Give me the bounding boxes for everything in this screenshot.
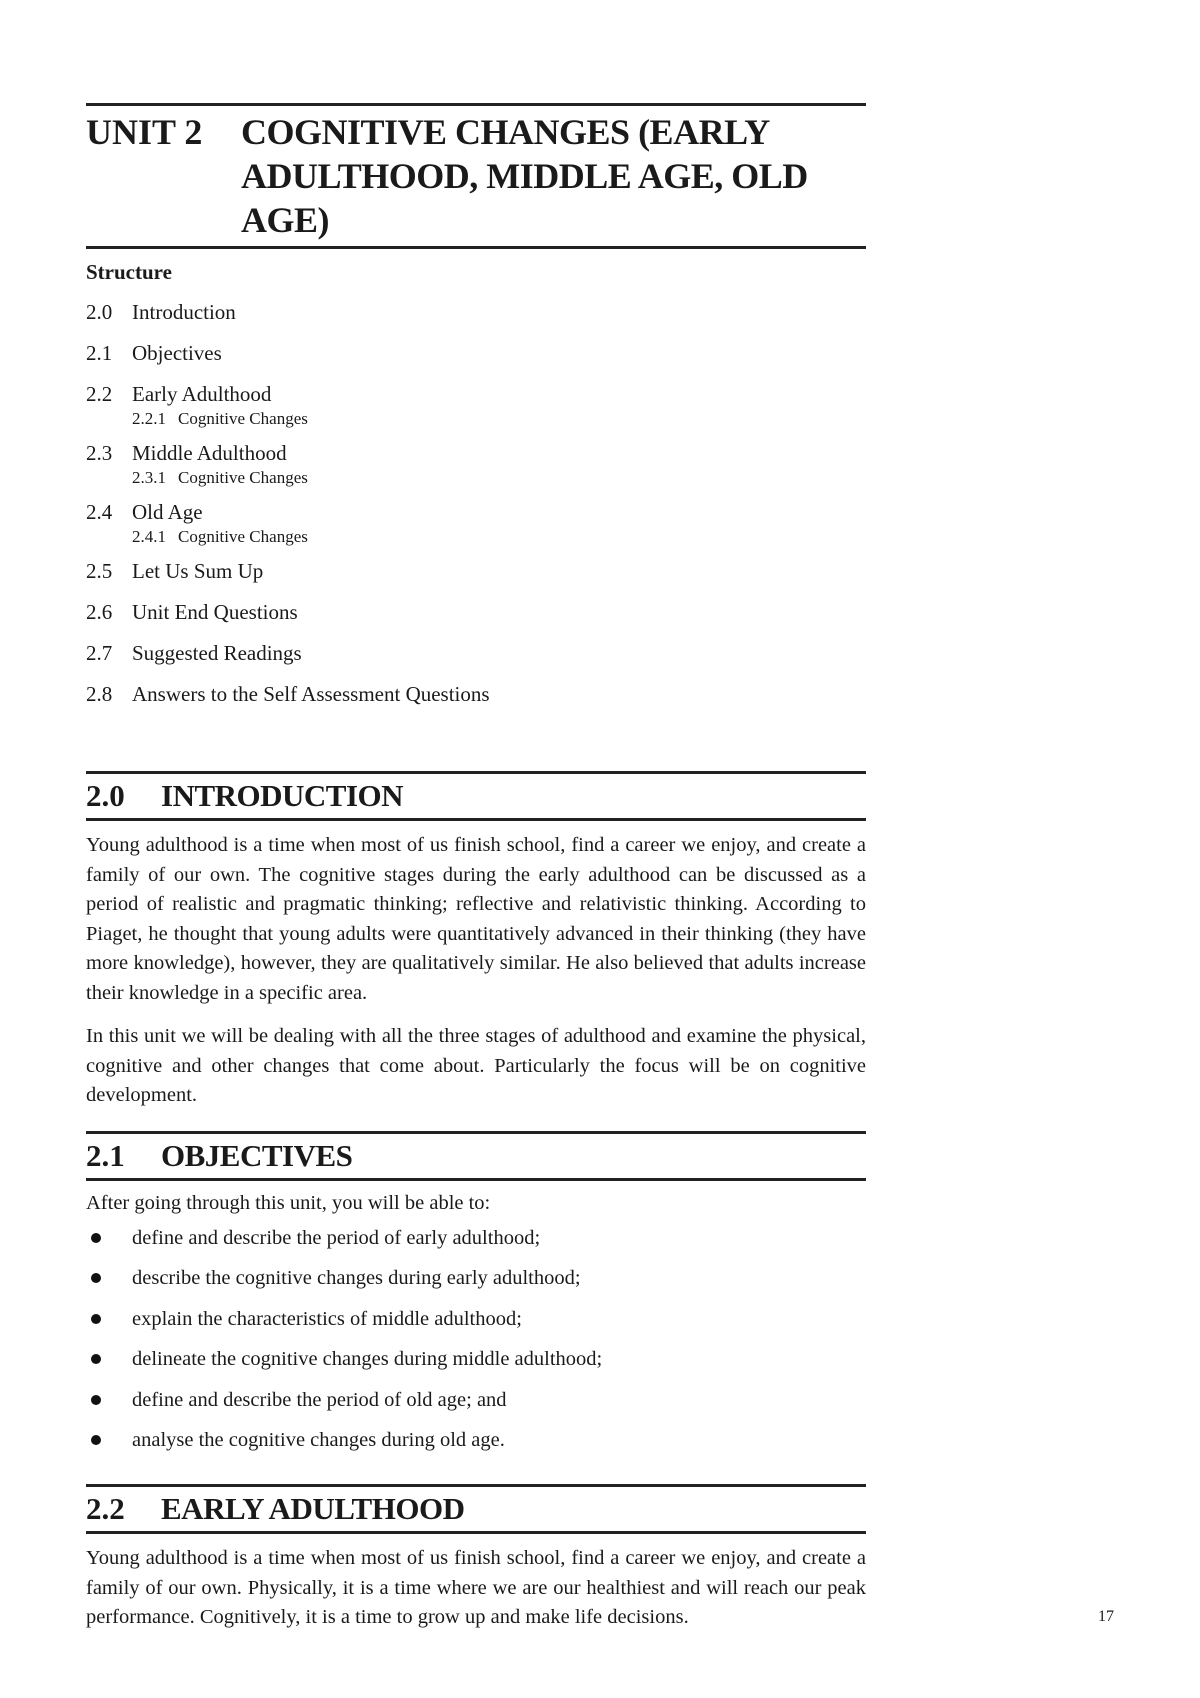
- toc-label: Early Adulthood: [132, 382, 272, 406]
- list-item: [86, 1225, 866, 1251]
- list-item: [86, 1306, 866, 1332]
- toc-label: Old Age: [132, 500, 203, 524]
- body-paragraph: In this unit we will be dealing with all the three stages of adulthood and examine the physical, cognitive and other changes that come about. Particularly the focus will be on cognitive development.: [86, 1025, 866, 1106]
- section-heading: [86, 771, 866, 821]
- section-heading: [86, 1131, 866, 1181]
- toc-number: 2.8: [86, 682, 113, 706]
- toc-label: Suggested Readings: [132, 641, 302, 665]
- toc-number: 2.4: [86, 500, 113, 524]
- toc-label: Introduction: [132, 300, 236, 324]
- toc-label: Unit End Questions: [132, 600, 298, 624]
- toc-label: Objectives: [132, 341, 222, 365]
- unit-title-line: AGE): [241, 200, 329, 240]
- toc-number: 2.0: [86, 300, 113, 324]
- structure-heading: Structure: [86, 260, 172, 284]
- list-item: [86, 1387, 866, 1413]
- list-item-text: define and describe the period of old age; and: [132, 1388, 507, 1411]
- toc-sublabel: Cognitive Changes: [178, 468, 308, 487]
- toc-item: [86, 440, 866, 466]
- section-objectives: [86, 1131, 866, 1468]
- bullet-icon: [86, 1225, 132, 1251]
- list-item: [86, 1427, 866, 1453]
- structure-toc: [86, 260, 866, 722]
- section-heading: [86, 1484, 866, 1534]
- bullet-icon: [86, 1387, 132, 1413]
- section-title: EARLY ADULTHOOD: [161, 1491, 465, 1526]
- toc-item: [86, 340, 866, 366]
- toc-label: Let Us Sum Up: [132, 559, 264, 583]
- toc-item: [86, 299, 866, 325]
- list-item-text: describe the cognitive changes during early adulthood;: [132, 1267, 581, 1289]
- toc-number: 2.5: [86, 559, 113, 583]
- toc-item: [86, 499, 866, 525]
- objectives-list: [86, 1225, 866, 1454]
- toc-sublabel: Cognitive Changes: [178, 527, 308, 546]
- toc-label: Answers to the Self Assessment Questions: [132, 682, 490, 706]
- toc-number: 2.2: [86, 382, 113, 406]
- unit-label: UNIT 2: [86, 112, 203, 152]
- toc-label: Middle Adulthood: [132, 441, 287, 465]
- section-title: OBJECTIVES: [161, 1138, 353, 1173]
- section-number: 2.2: [86, 1491, 125, 1526]
- toc-subitem: [132, 409, 866, 429]
- bullet-icon: [86, 1427, 132, 1453]
- toc-item: [86, 640, 866, 666]
- list-item-text: delineate the cognitive changes during middle adulthood;: [132, 1348, 603, 1370]
- toc-item: [86, 558, 866, 584]
- page-number: 17: [1098, 1608, 1114, 1625]
- body-paragraph: Young adulthood is a time when most of us finish school, find a career we enjoy, and create a family of our own. The cognitive stages during the early adulthood can be discussed as a period of realistic and pragmatic thinking; reflective and relativistic thinking. According to Piaget, he thought that young adults were quantitatively advanced in their thinking (they have more knowledge), however, they are qualitatively similar. He also believed that adults increase their knowledge in a specific area.: [86, 834, 866, 1004]
- unit-title-line: ADULTHOOD, MIDDLE AGE, OLD: [241, 156, 808, 196]
- list-item: [86, 1346, 866, 1372]
- body-paragraph: Young adulthood is a time when most of us finish school, find a career we enjoy, and create a family of our own. Physically, it is a time where we are our healthiest and will reach our peak performance. Cognitively, it is a time to grow up and make life decisions.: [86, 1547, 866, 1628]
- section-title: INTRODUCTION: [161, 778, 404, 813]
- bullet-icon: [86, 1265, 132, 1291]
- toc-subitem: [132, 468, 866, 488]
- toc-subnumber: 2.4.1: [132, 527, 166, 546]
- unit-title: [241, 110, 808, 242]
- objectives-intro: After going through this unit, you will be able to:: [86, 1192, 491, 1214]
- bullet-icon: [86, 1306, 132, 1332]
- toc-subnumber: 2.2.1: [132, 409, 166, 428]
- section-introduction: [86, 771, 866, 1111]
- toc-item: [86, 599, 866, 625]
- list-item: [86, 1265, 866, 1291]
- toc-subitem: [132, 527, 866, 547]
- bullet-icon: [86, 1346, 132, 1372]
- toc-number: 2.1: [86, 341, 113, 365]
- section-number: 2.1: [86, 1138, 125, 1173]
- header-rule-bottom: [86, 246, 866, 249]
- unit-title-line: COGNITIVE CHANGES (EARLY: [241, 112, 770, 152]
- toc-subnumber: 2.3.1: [132, 468, 166, 487]
- toc-item: [86, 381, 866, 407]
- section-early-adulthood: [86, 1484, 866, 1633]
- toc-number: 2.3: [86, 441, 113, 465]
- toc-number: 2.7: [86, 641, 113, 665]
- toc-item: [86, 681, 866, 707]
- list-item-text: define and describe the period of early adulthood;: [132, 1226, 541, 1249]
- toc-sublabel: Cognitive Changes: [178, 409, 308, 428]
- toc-number: 2.6: [86, 600, 113, 624]
- unit-header: [86, 103, 866, 249]
- section-number: 2.0: [86, 778, 125, 813]
- list-item-text: analyse the cognitive changes during old age.: [132, 1429, 505, 1451]
- list-item-text: explain the characteristics of middle adulthood;: [132, 1307, 522, 1330]
